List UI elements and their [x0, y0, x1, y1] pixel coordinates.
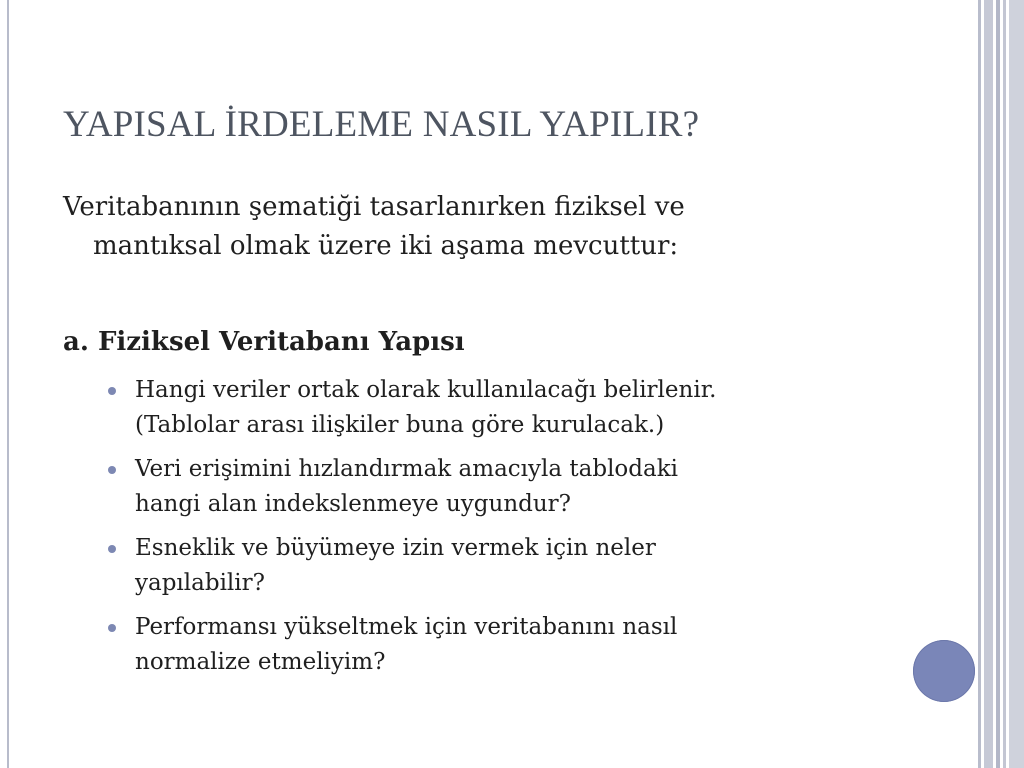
- bullet-line-2: hangi alan indekslenmeye uygundur?: [135, 491, 572, 517]
- bullet-line-1: Esneklik ve büyümeye izin vermek için neler: [135, 535, 656, 561]
- bullet-line-1: Hangi veriler ortak olarak kullanılacağı belirlenir.: [135, 377, 717, 403]
- bullet-line-1: Performansı yükseltmek için veritabanını nasıl: [135, 614, 678, 640]
- intro-paragraph: [63, 188, 883, 266]
- bullet-dot-icon: [108, 466, 116, 474]
- stripe: [996, 0, 1000, 768]
- decorative-circle: [913, 640, 975, 702]
- intro-line-1: Veritabanının şematiği tasarlanırken fiziksel ve: [63, 192, 685, 222]
- intro-line-2: mantıksal olmak üzere iki aşama mevcuttur:: [93, 231, 679, 261]
- bullet-item: [108, 452, 868, 522]
- stripe: [1009, 0, 1024, 768]
- bullet-item: [108, 610, 868, 680]
- left-border-line: [7, 0, 9, 768]
- bullet-list: [108, 373, 868, 689]
- bullet-dot-icon: [108, 624, 116, 632]
- bullet-dot-icon: [108, 545, 116, 553]
- bullet-item: [108, 531, 868, 601]
- bullet-line-2: yapılabilir?: [135, 570, 265, 596]
- bullet-dot-icon: [108, 387, 116, 395]
- slide-title: YAPISAL İRDELEME NASIL YAPILIR?: [63, 104, 700, 145]
- bullet-line-2: normalize etmeliyim?: [135, 649, 386, 675]
- stripe: [984, 0, 993, 768]
- right-decorative-stripes: [978, 0, 1024, 768]
- section-subheading: a. Fiziksel Veritabanı Yapısı: [63, 327, 465, 357]
- bullet-line-2: (Tablolar arası ilişkiler buna göre kurulacak.): [135, 412, 665, 438]
- bullet-item: [108, 373, 868, 443]
- stripe: [1003, 0, 1006, 768]
- bullet-line-1: Veri erişimini hızlandırmak amacıyla tablodaki: [135, 456, 679, 482]
- stripe: [978, 0, 981, 768]
